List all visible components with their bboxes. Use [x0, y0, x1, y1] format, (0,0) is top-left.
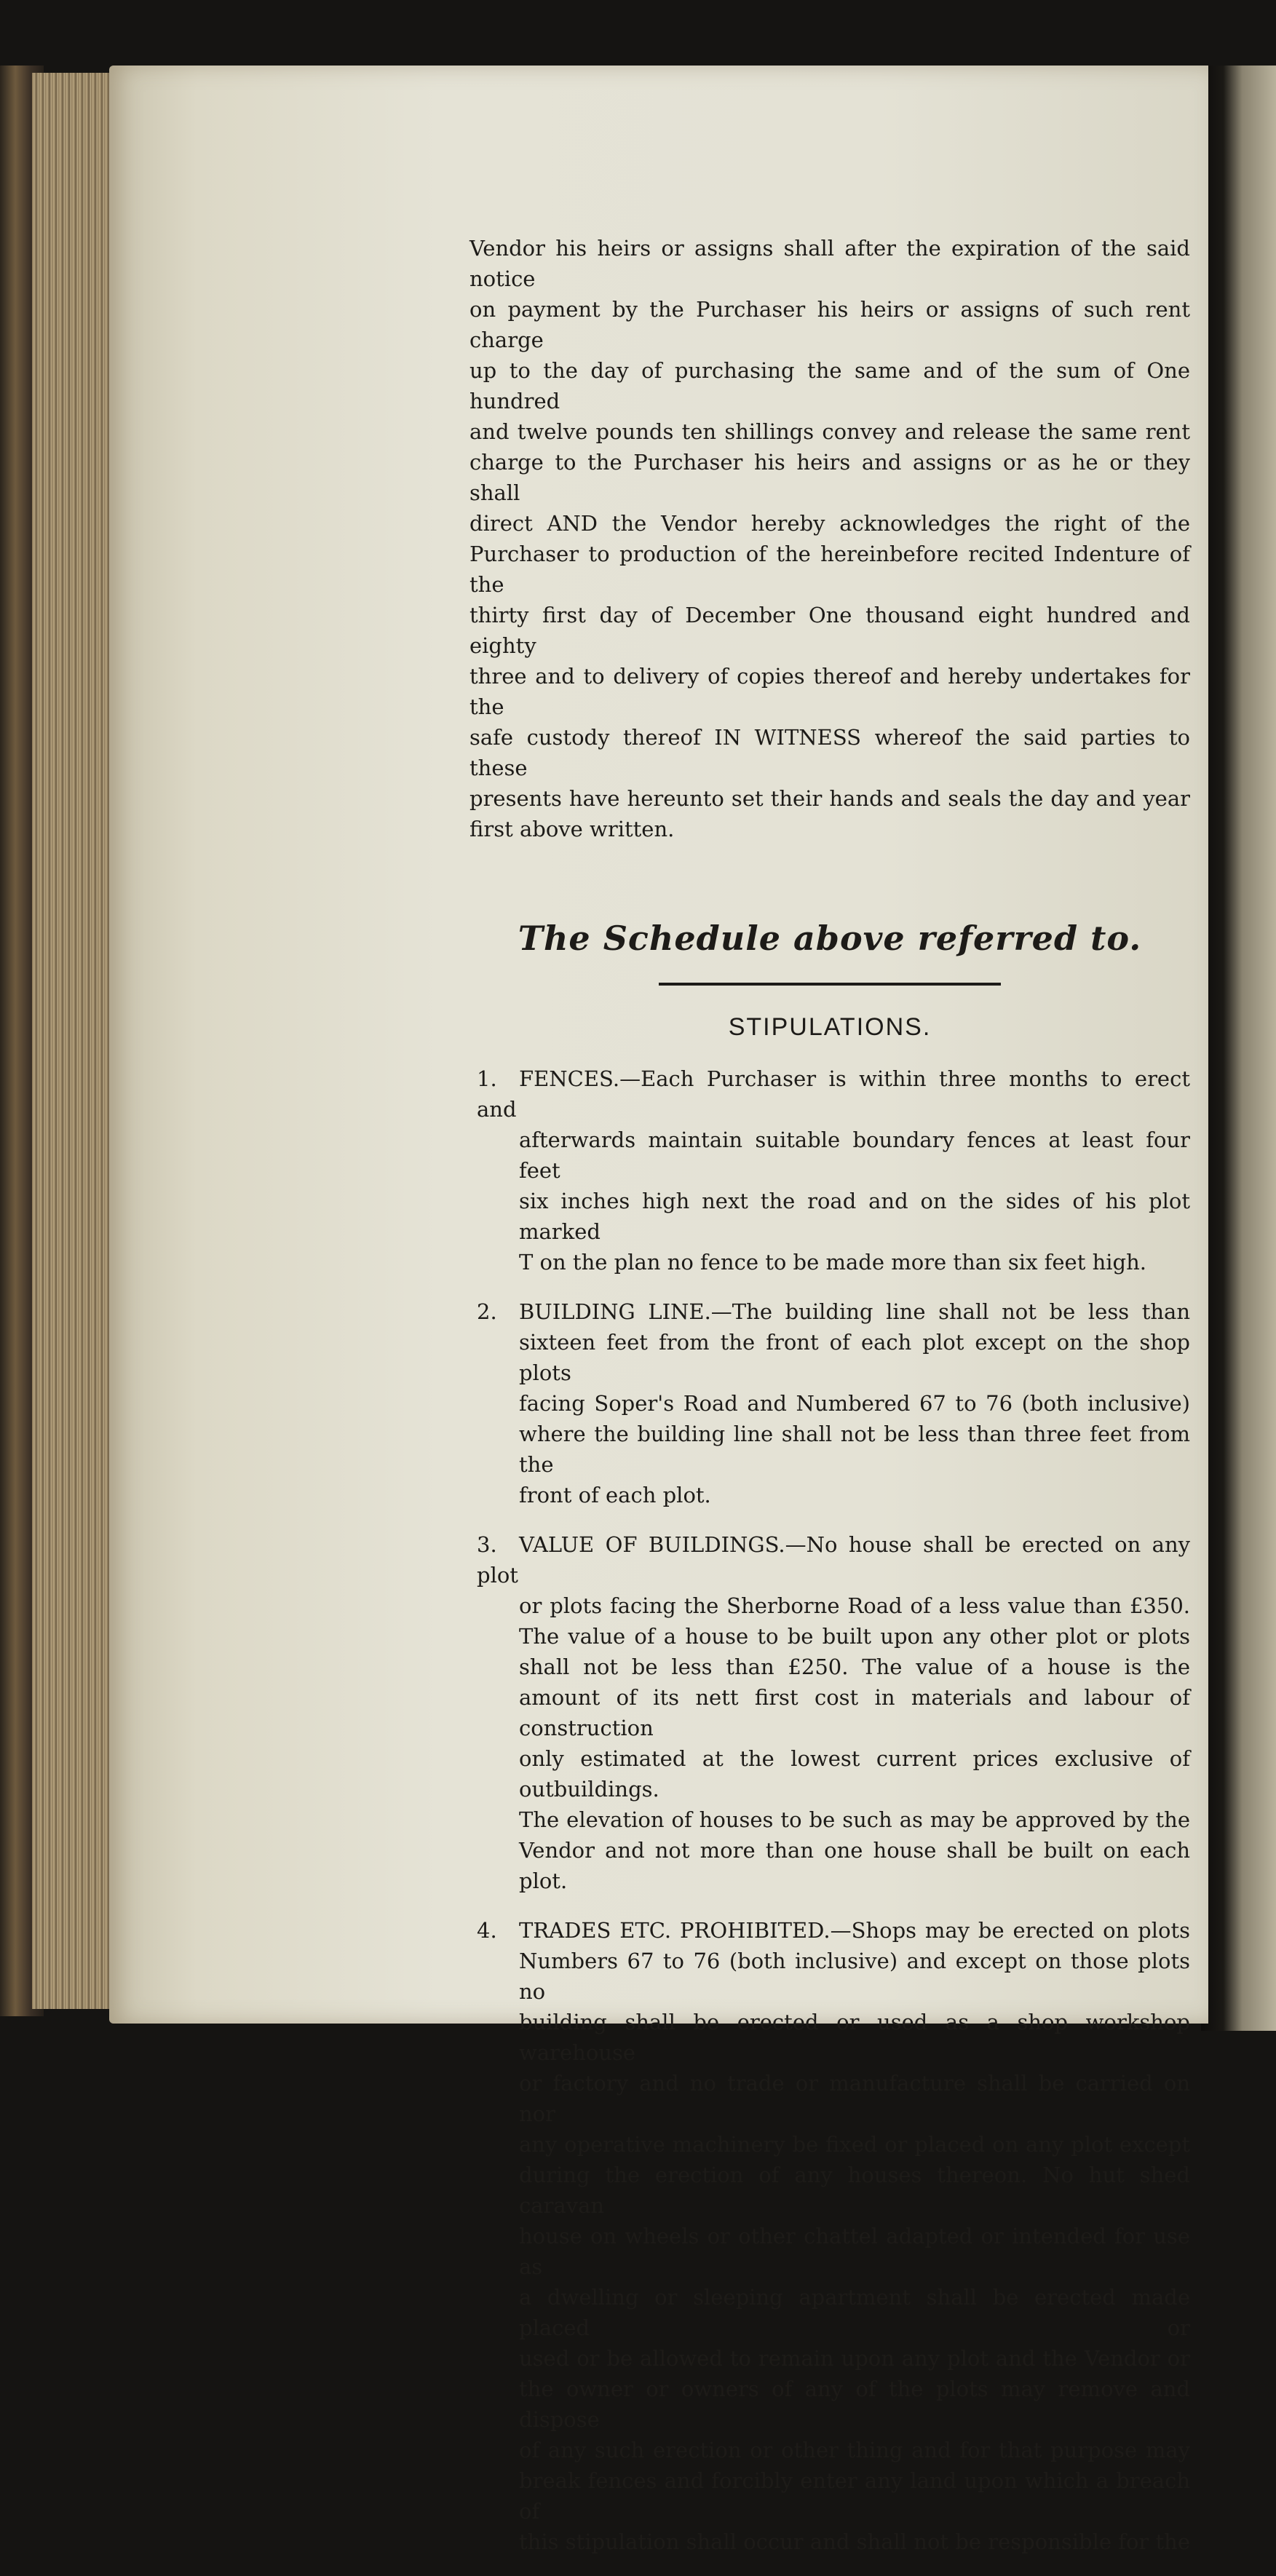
- item-line: TRADES ETC. PROHIBITED.—Shops may be erected on plots: [519, 1918, 1190, 1943]
- item-line: FENCES.—Each Purchaser is within three months to erect and: [477, 1066, 1190, 1122]
- item-line: or plots facing the Sherborne Road of a less value than £350.: [519, 1593, 1190, 1618]
- item-line: six inches high next the road and on the sides of his plot marked: [519, 1189, 1190, 1244]
- closing-line: safe custody thereof IN WITNESS whereof the said parties to these: [469, 725, 1190, 780]
- closing-line: Purchaser to production of the hereinbefore recited Indenture of the: [469, 542, 1190, 597]
- closing-line: up to the day of purchasing the same and of the sum of One hundred: [469, 358, 1190, 413]
- item-line: only estimated at the lowest current prices exclusive of outbuildings.: [519, 1746, 1190, 1802]
- stipulation-building-line: [469, 1296, 1190, 1510]
- item-line: building shall be erected or used as a shop workshop warehouse: [519, 2010, 1190, 2065]
- item-line: during the erection of any houses thereon. No hut shed caravan: [519, 2163, 1190, 2218]
- closing-line: and twelve pounds ten shillings convey and release the same rent: [469, 419, 1190, 444]
- facing-page-edge: [1201, 66, 1276, 2031]
- item-line: break fences and forcibly enter any land upon which a breach of: [519, 2468, 1190, 2524]
- item-line: sixteen feet from the front of each plot except on the shop plots: [519, 1330, 1190, 1385]
- item-line: any operative machinery be fixed or placed on any plot except: [519, 2132, 1190, 2157]
- item-line: Vendor and not more than one house shall be built on each plot.: [519, 1838, 1190, 1893]
- item-line: a dwelling or sleeping apartment shall be erected made placed or: [519, 2285, 1190, 2340]
- closing-line: first above written.: [469, 817, 675, 841]
- item-line: where the building line shall not be less than three feet from the: [519, 1422, 1190, 1477]
- divider-rule: [659, 983, 1001, 986]
- item-number: 3.: [477, 1532, 497, 1557]
- stipulation-fences: [469, 1063, 1190, 1277]
- closing-line: on payment by the Purchaser his heirs or assigns of such rent charge: [469, 297, 1190, 352]
- stipulation-value-of-buildings: [469, 1529, 1190, 1896]
- item-line: T on the plan no fence to be made more than six feet high.: [519, 1250, 1146, 1275]
- item-line: VALUE OF BUILDINGS.—No house shall be erected on any plot: [477, 1532, 1190, 1588]
- page-text: [469, 233, 1190, 2576]
- item-line: front of each plot.: [519, 1483, 711, 1507]
- item-line: amount of its nett first cost in materials and labour of construction: [519, 1685, 1190, 1740]
- item-line: this stipulation shall occur and shall not be responsible for the: [519, 2529, 1190, 2554]
- item-line: The elevation of houses to be such as may be approved by the: [519, 1807, 1190, 1832]
- page-stack-edge: [32, 73, 112, 2009]
- item-line: house on wheels or other chattel adapted or intended for use as: [519, 2224, 1190, 2279]
- closing-line: charge to the Purchaser his heirs and assigns or as he or they shall: [469, 450, 1190, 505]
- item-line: or factory and no trade or manufacture shall be carried on nor: [519, 2071, 1190, 2126]
- stipulation-trades-prohibited: [469, 1915, 1190, 2557]
- item-number: 2.: [477, 1299, 497, 1324]
- closing-line: presents have hereunto set their hands and seals the day and year: [469, 786, 1190, 811]
- closing-paragraph: [469, 233, 1190, 844]
- item-line: The value of a house to be built upon any other plot or plots: [519, 1624, 1190, 1649]
- schedule-title: The Schedule above referred to.: [518, 919, 1142, 958]
- item-line: shall not be less than £250. The value of a house is the: [519, 1654, 1190, 1679]
- item-line: used or be allowed to remain upon any plot and the Vendor or: [519, 2346, 1190, 2371]
- closing-line: thirty first day of December One thousand eight hundred and eighty: [469, 603, 1190, 658]
- item-number: 4.: [477, 1918, 497, 1943]
- item-line: facing Soper's Road and Numbered 67 to 76 (both inclusive): [519, 1391, 1190, 1416]
- closing-line: Vendor his heirs or assigns shall after the expiration of the said notice: [469, 236, 1190, 291]
- stipulations-heading: STIPULATIONS.: [728, 1013, 932, 1041]
- item-line: BUILDING LINE.—The building line shall not be less than: [519, 1299, 1190, 1324]
- item-line: the owner or owners of any of the plots may remove and dispose: [519, 2377, 1190, 2432]
- closing-line: three and to delivery of copies thereof and hereby undertakes for the: [469, 664, 1190, 719]
- item-number: 1.: [477, 1066, 497, 1091]
- item-line: afterwards maintain suitable boundary fences at least four feet: [519, 1128, 1190, 1183]
- item-line: of any such erection or other thing and for that purpose may: [519, 2438, 1190, 2462]
- closing-line: direct AND the Vendor hereby acknowledges the right of the: [469, 511, 1190, 536]
- item-line: Numbers 67 to 76 (both inclusive) and except on those plots no: [519, 1949, 1190, 2004]
